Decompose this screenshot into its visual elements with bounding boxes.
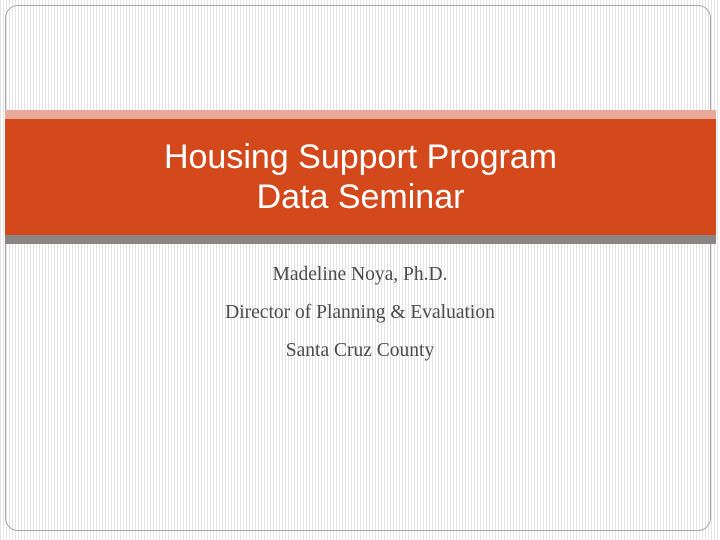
presenter-organization: Santa Cruz County [285,340,435,361]
presenter-name: Madeline Noya, Ph.D. [272,264,448,285]
title-line-2: Data Seminar [256,178,465,216]
title-banner [5,119,716,235]
presenter-title: Director of Planning & Evaluation [225,302,495,323]
subtitle-block [0,256,720,370]
title-line-1: Housing Support Program [163,138,558,176]
banner-bottom-stripe [5,235,716,244]
banner-top-stripe [5,110,716,119]
